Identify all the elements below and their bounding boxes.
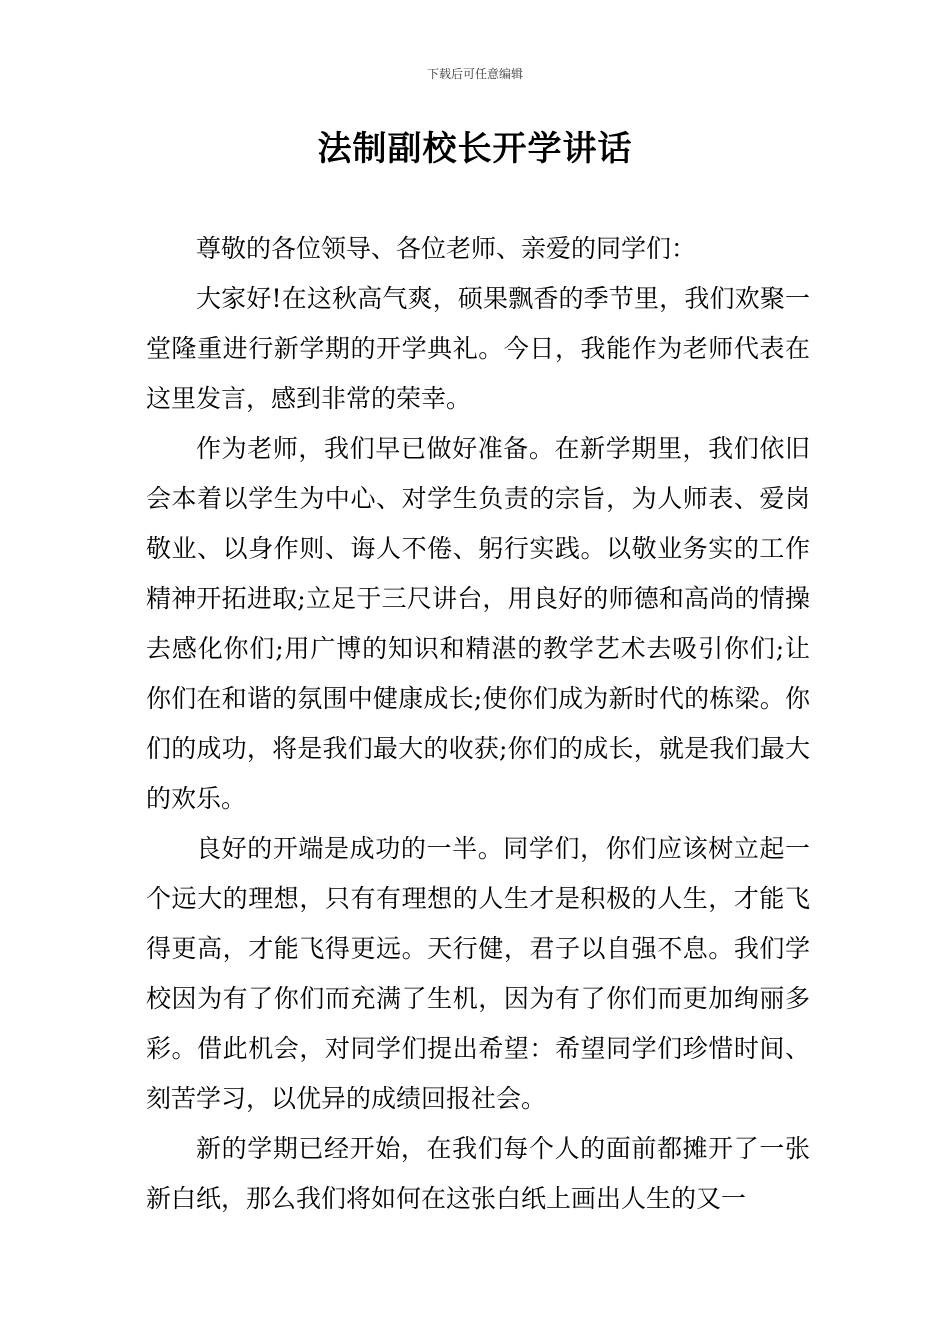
body-paragraph: 大家好!在这秋高气爽，硕果飘香的季节里，我们欢聚一堂隆重进行新学期的开学典礼。今日，我能作为老师代表在这里发言，感到非常的荣幸。 (146, 284, 810, 413)
document-title: 法制副校长开学讲话 (317, 129, 633, 169)
body-paragraph: 作为老师，我们早已做好准备。在新学期里，我们依旧会本着以学生为中心、对学生负责的宗旨，为人师表、爱岗敬业、以身作则、诲人不倦、躬行实践。以敬业务实的工作精神开拓进取;立足于三尺讲台，用良好的师德和高尚的情操去感化你们;用广博的知识和精湛的教学艺术去吸引你们;让你们在和谐的氛围中健康成长;使你们成为新时代的栋梁。你们的成功，将是我们最大的收获;你们的成长，就是我们最大的欢乐。 (146, 434, 810, 813)
document-body (146, 224, 810, 1224)
header-note: 下载后可任意编辑 (426, 67, 523, 81)
body-paragraph: 良好的开端是成功的一半。同学们，你们应该树立起一个远大的理想，只有有理想的人生才是积极的人生，才能飞得更高，才能飞得更远。天行健，君子以自强不息。我们学校因为有了你们而充满了生机，因为有了你们而更加绚丽多彩。借此机会，对同学们提出希望：希望同学们珍惜时间、刻苦学习，以优异的成绩回报社会。 (146, 834, 810, 1113)
salutation-paragraph: 尊敬的各位领导、各位老师、亲爱的同学们： (196, 234, 697, 263)
body-paragraph: 新的学期已经开始，在我们每个人的面前都摊开了一张新白纸，那么我们将如何在这张白纸上画出人生的又一 (146, 1134, 810, 1213)
